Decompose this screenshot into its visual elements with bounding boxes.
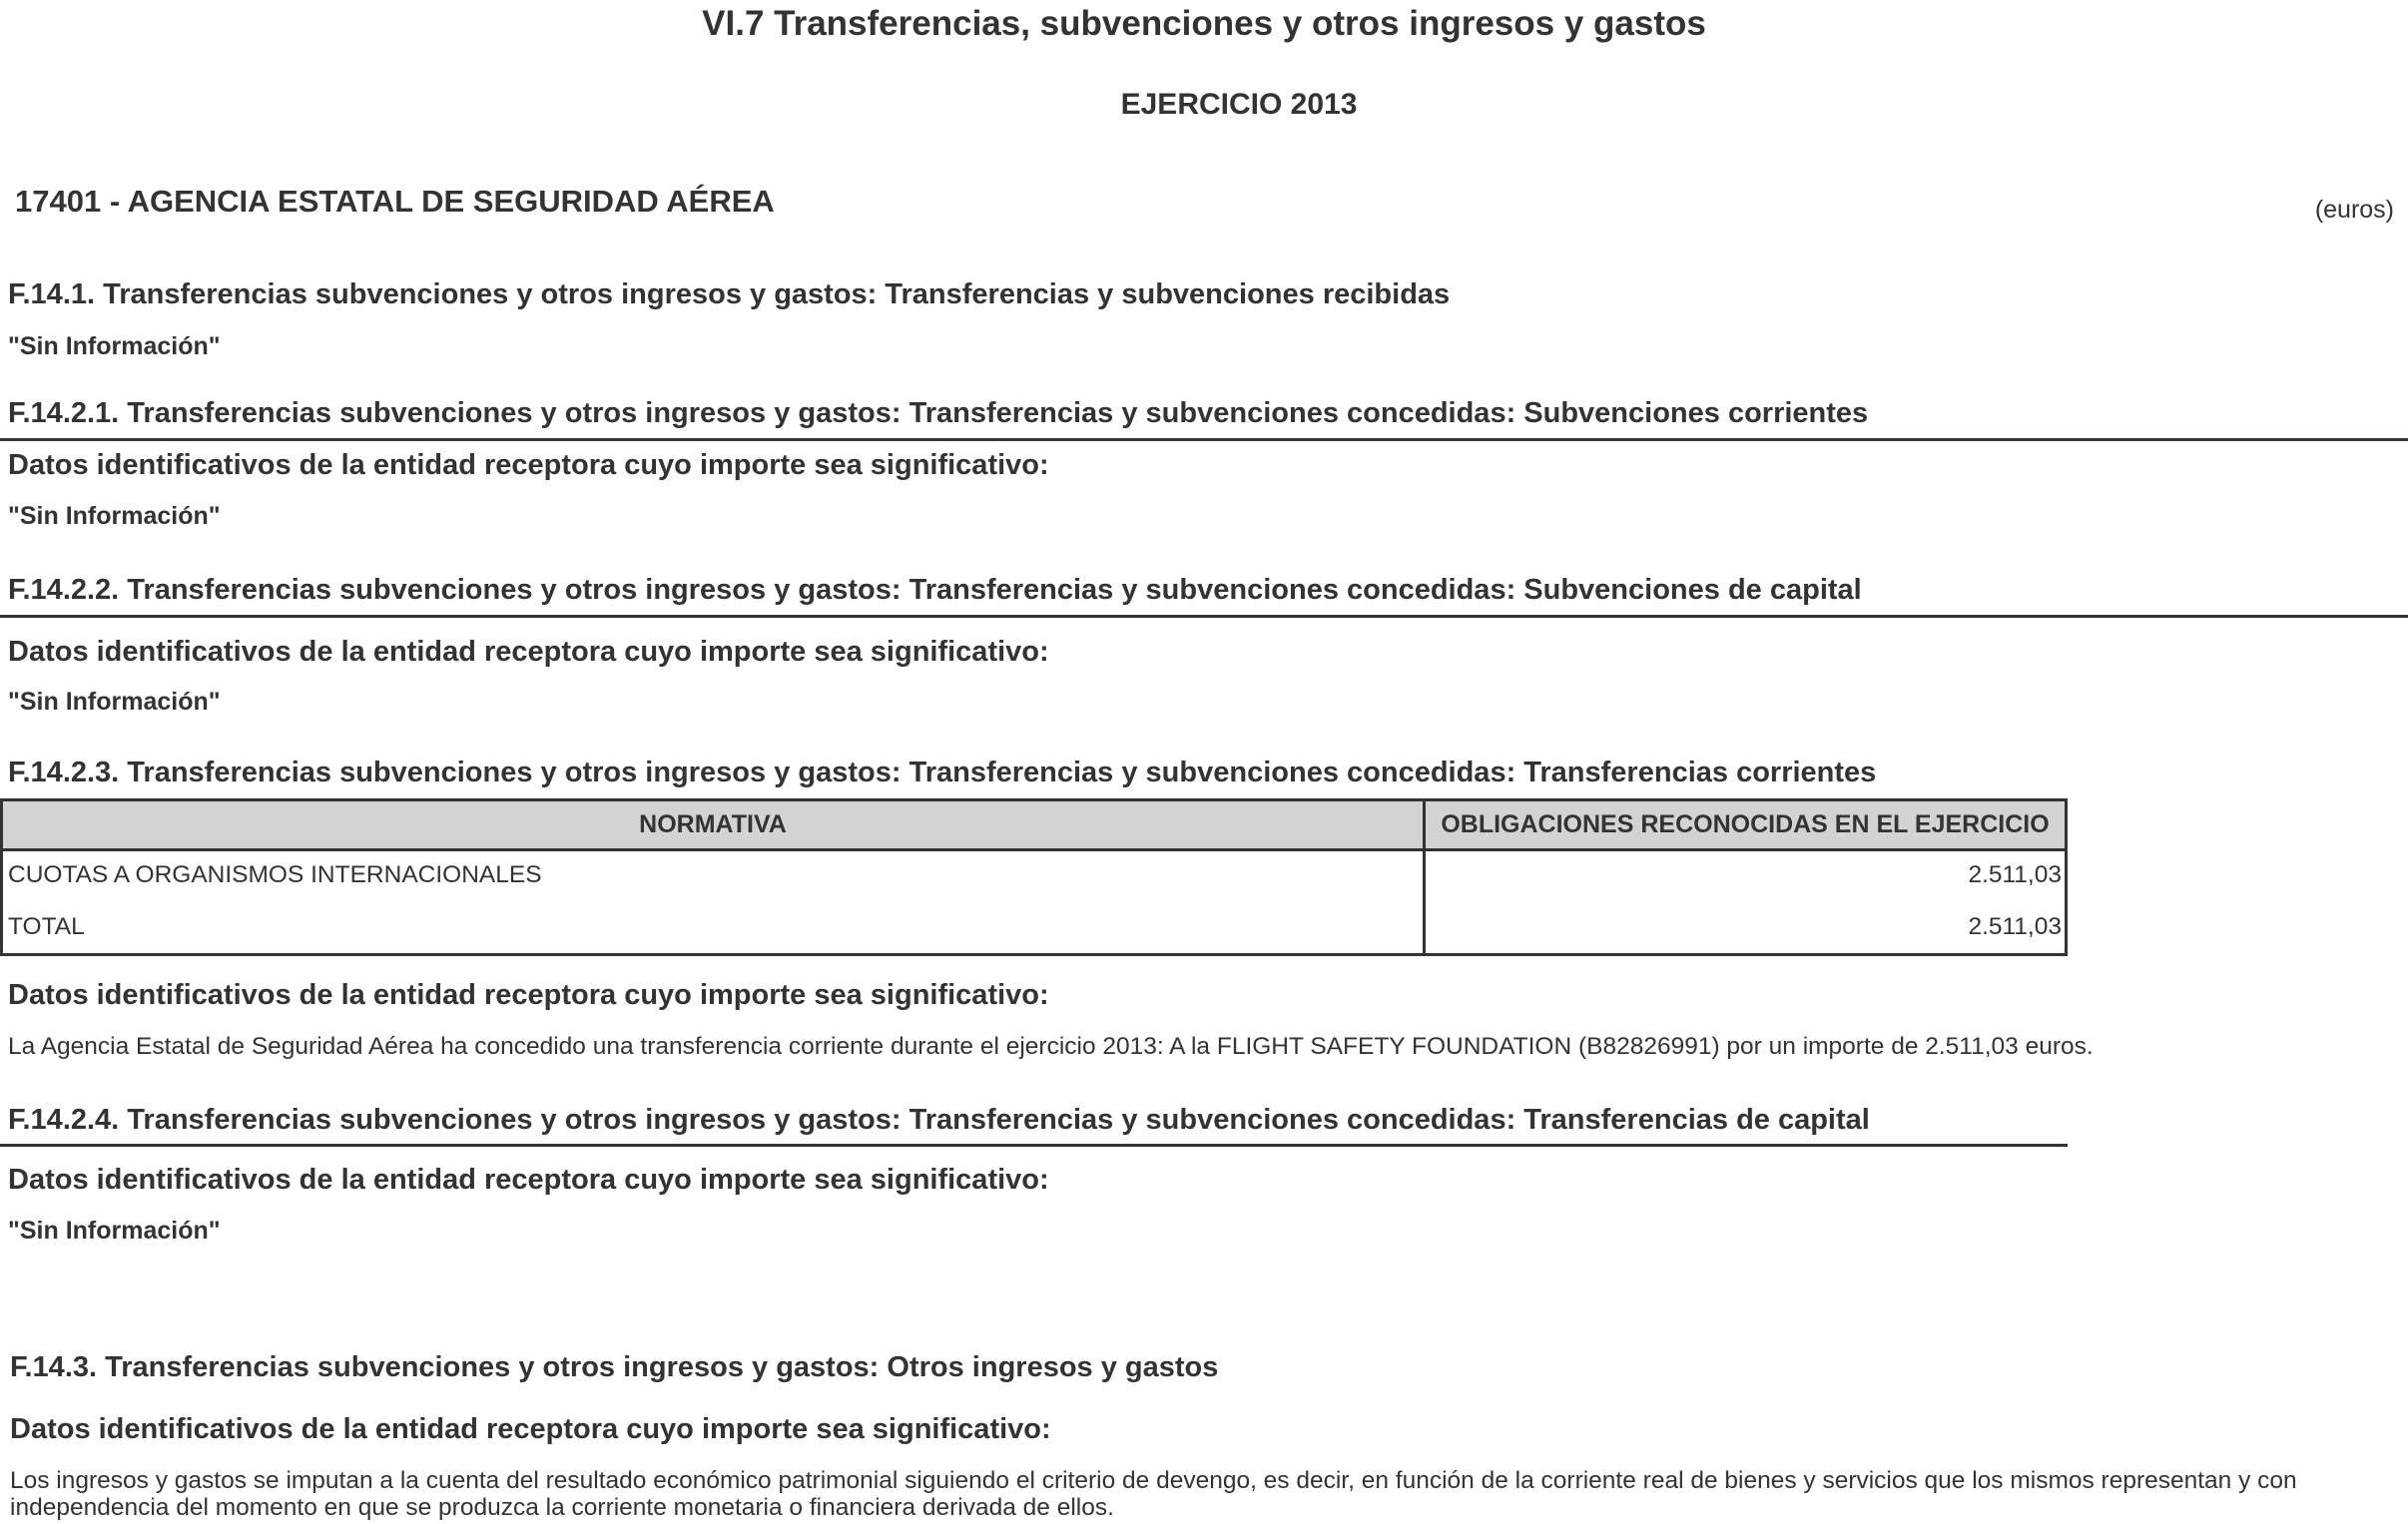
- section-subtitle-f14-3: Datos identificativos de la entidad receptora cuyo importe sea significativo:: [10, 1413, 1051, 1445]
- section-title-f14-1: F.14.1. Transferencias subvenciones y otros ingresos y gastos: Transferencias y subvenciones recibidas: [8, 278, 1451, 310]
- section-subtitle-f14-2-3: Datos identificativos de la entidad receptora cuyo importe sea significativo:: [8, 979, 1049, 1011]
- section-divider: [0, 615, 2408, 618]
- section-divider: [0, 1144, 2068, 1147]
- transfers-table: [0, 798, 2068, 956]
- section-title-f14-2-4: F.14.2.4. Transferencias subvenciones y otros ingresos y gastos: Transferencias y subvenciones concedidas: Transferencias de capital: [8, 1104, 1870, 1136]
- section-content-f14-2-1: "Sin Información": [8, 502, 221, 530]
- currency-unit: (euros): [2314, 196, 2394, 224]
- fiscal-year: EJERCICIO 2013: [1120, 88, 1358, 121]
- section-content-f14-2-3: La Agencia Estatal de Seguridad Aérea ha concedido una transferencia corriente durante el ejercicio 2013: A la FLIGHT SAFETY FOUNDATION (B82826991) por un importe de 2.511,03 euros.: [8, 1033, 2094, 1060]
- section-content-f14-2-4: "Sin Información": [8, 1217, 221, 1245]
- section-subtitle-f14-2-1: Datos identificativos de la entidad receptora cuyo importe sea significativo:: [8, 449, 1049, 481]
- section-subtitle-f14-2-4: Datos identificativos de la entidad receptora cuyo importe sea significativo:: [8, 1164, 1049, 1196]
- section-title-f14-3: F.14.3. Transferencias subvenciones y otros ingresos y gastos: Otros ingresos y gastos: [10, 1351, 1219, 1383]
- section-content-f14-3: Los ingresos y gastos se imputan a la cuenta del resultado económico patrimonial siguiendo el criterio de devengo, es decir, en función de la corriente real de bienes y servicios que los mismos representan y con independencia del momento en que se produzca la corriente monetaria o financiera derivada de ellos.: [10, 1467, 2297, 1521]
- section-subtitle-f14-2-2: Datos identificativos de la entidad receptora cuyo importe sea significativo:: [8, 636, 1049, 668]
- section-divider: [0, 438, 2408, 441]
- table-row-total-amount: 2.511,03: [1968, 913, 2062, 940]
- section-title-f14-2-2: F.14.2.2. Transferencias subvenciones y otros ingresos y gastos: Transferencias y subvenciones concedidas: Subvenciones de capital: [8, 574, 1862, 606]
- table-row-1-normativa: CUOTAS A ORGANISMOS INTERNACIONALES: [8, 861, 542, 888]
- table-row-1-amount: 2.511,03: [1968, 861, 2062, 888]
- page-title: VI.7 Transferencias, subvenciones y otros ingresos y gastos: [702, 4, 1706, 43]
- table-row-total-label: TOTAL: [8, 913, 85, 940]
- entity-name: 17401 - AGENCIA ESTATAL DE SEGURIDAD AÉREA: [15, 184, 775, 219]
- column-header-normativa: NORMATIVA: [639, 810, 787, 838]
- section-content-f14-1: "Sin Información": [8, 332, 221, 360]
- column-header-obligaciones: OBLIGACIONES RECONOCIDAS EN EL EJERCICIO: [1441, 810, 2050, 838]
- section-content-f14-2-2: "Sin Información": [8, 688, 221, 716]
- section-title-f14-2-3: F.14.2.3. Transferencias subvenciones y otros ingresos y gastos: Transferencias y subvenciones concedidas: Transferencias corrientes: [8, 757, 1877, 788]
- section-title-f14-2-1: F.14.2.1. Transferencias subvenciones y otros ingresos y gastos: Transferencias y subvenciones concedidas: Subvenciones corrientes: [8, 397, 1869, 429]
